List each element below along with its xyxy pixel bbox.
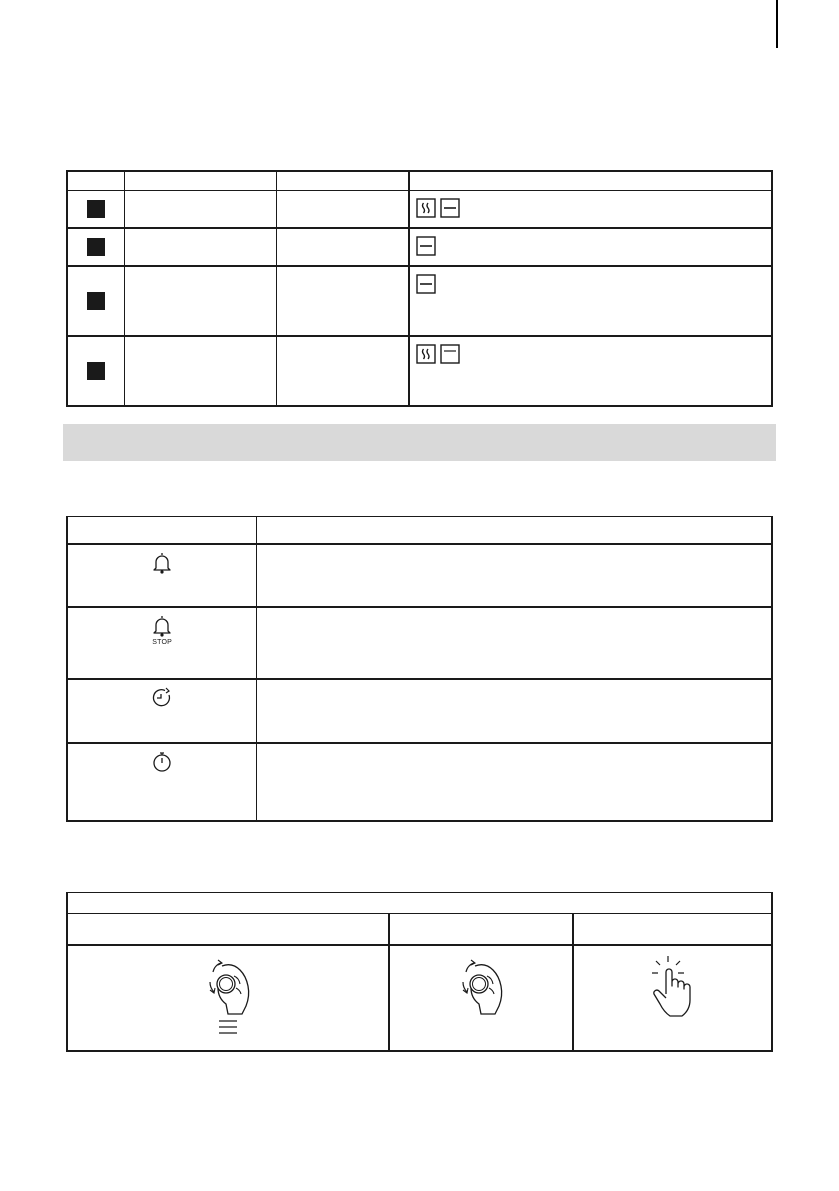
black-square-marker xyxy=(87,200,105,218)
table-row xyxy=(67,191,772,229)
bottom-heat-icon xyxy=(440,198,460,218)
crop-mark xyxy=(776,0,778,48)
bell-stop-icon xyxy=(151,614,173,638)
table-title-row xyxy=(67,893,772,914)
table-row xyxy=(67,266,772,336)
table-header-row xyxy=(67,517,772,545)
menu-icon xyxy=(217,1018,239,1036)
table-row xyxy=(67,336,772,406)
black-square-marker xyxy=(87,238,105,256)
table-header-row xyxy=(67,171,772,191)
black-square-marker xyxy=(87,362,105,380)
black-square-marker xyxy=(87,292,105,310)
controls-table xyxy=(66,892,773,1052)
steam-heat-icon xyxy=(416,344,436,364)
table-row xyxy=(67,945,772,1051)
press-button-icon xyxy=(648,954,698,1020)
table-row xyxy=(67,743,772,821)
table-row xyxy=(67,544,772,607)
section-heading-band xyxy=(63,424,776,461)
table-row xyxy=(67,228,772,266)
table-row xyxy=(67,607,772,679)
stopwatch-icon xyxy=(151,750,173,774)
bottom-heat-icon xyxy=(416,236,436,256)
turn-knob-icon xyxy=(198,954,258,1016)
table-header-row xyxy=(67,914,772,946)
turn-knob-icon xyxy=(451,954,511,1016)
table-row xyxy=(67,679,772,743)
heat-levels-table xyxy=(66,170,773,407)
bell-icon xyxy=(151,551,173,575)
bottom-heat-icon xyxy=(416,274,436,294)
steam-heat-icon xyxy=(416,198,436,218)
timer-functions-table xyxy=(66,516,773,822)
top-heat-icon xyxy=(440,344,460,364)
clock-end-icon xyxy=(150,686,174,710)
stop-label: STOP xyxy=(152,639,172,646)
